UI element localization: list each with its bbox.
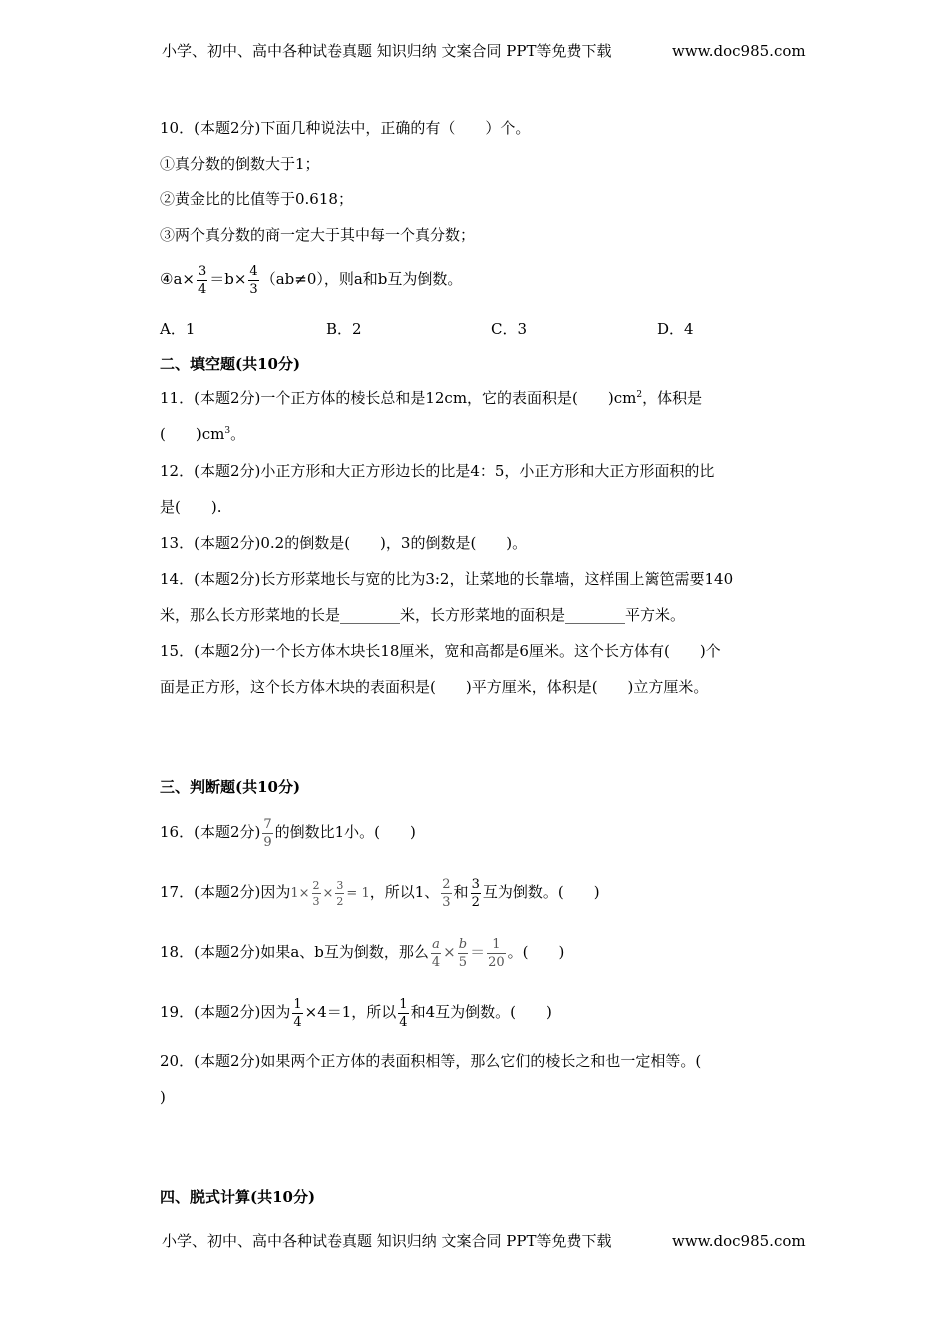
denominator: 2 <box>471 894 480 910</box>
numerator: a <box>432 936 440 952</box>
q16-text: 的倒数比1小。( ) <box>274 823 416 841</box>
q10-stem: 10．(本题2分)下面几种说法中，正确的有（ ）个。 <box>160 119 531 137</box>
q17-text: ，所以1、 <box>369 883 440 901</box>
header-text: 小学、初中、高中各种试卷真题 知识归纳 文案合同 PPT等免费下载 <box>162 42 612 60</box>
q10-s4-tail: （ab≠0），则a和b互为倒数。 <box>260 270 463 288</box>
superscript: 2 <box>636 390 643 400</box>
q17-line <box>160 871 600 915</box>
fraction <box>335 880 344 907</box>
q10-option-d: D．4 <box>657 320 694 338</box>
q11-line-2 <box>160 424 245 444</box>
q10-statement-2: ②黄金比的比值等于0.618； <box>160 190 353 208</box>
q10-s4-mid: ＝b× <box>209 270 247 288</box>
numerator: 3 <box>471 876 480 892</box>
q10-s4-a: ④a× <box>160 270 195 288</box>
numerator: b <box>458 936 468 952</box>
numerator: 2 <box>442 876 451 892</box>
q10-option-c: C．3 <box>491 320 528 338</box>
fraction <box>197 265 207 296</box>
numerator: 2 <box>312 878 320 892</box>
denominator: 2 <box>336 894 344 908</box>
section-4-title: 四、脱式计算(共10分) <box>160 1188 316 1206</box>
q12-line-1: 12．(本题2分)小正方形和大正方形边长的比是4：5，小正方形和大正方形面积的比 <box>160 462 715 480</box>
footer-text: 小学、初中、高中各种试卷真题 知识归纳 文案合同 PPT等免费下载 <box>162 1232 612 1250</box>
numerator: 3 <box>336 878 344 892</box>
q19-line <box>160 991 552 1033</box>
q18-expr: × <box>443 943 456 961</box>
q17-expr: = 1 <box>346 886 370 901</box>
fraction <box>431 938 441 969</box>
denominator: 3 <box>442 894 451 910</box>
header-url: www.doc985.com <box>672 42 806 60</box>
denominator: 4 <box>197 281 207 297</box>
q11-text: ，体积是 <box>642 389 703 407</box>
q10-option-a: A．1 <box>160 320 196 338</box>
q12-line-2: 是( ). <box>160 498 222 516</box>
denominator: 3 <box>249 281 258 297</box>
q17-text: 17．(本题2分)因为 <box>160 883 291 901</box>
fraction <box>441 878 451 909</box>
q11-text: 。 <box>230 425 246 443</box>
denominator: 3 <box>312 894 320 908</box>
q14-line-2: 米，那么长方形菜地的长是________米，长方形菜地的面积是________平方米。 <box>160 606 686 624</box>
fraction <box>458 938 468 969</box>
q10-statement-3: ③两个真分数的商一定大于其中每一个真分数； <box>160 226 476 244</box>
q20-line-1: 20．(本题2分)如果两个正方体的表面积相等，那么它们的棱长之和也一定相等。( <box>160 1052 702 1070</box>
denominator: 4 <box>293 1014 302 1030</box>
q13-line-1: 13．(本题2分)0.2的倒数是( )，3的倒数是( )。 <box>160 534 528 552</box>
q11-text: ( )cm <box>160 425 225 443</box>
numerator: 1 <box>399 996 408 1012</box>
denominator: 20 <box>488 954 505 970</box>
fraction <box>262 818 272 849</box>
q17-expr: × <box>322 886 334 901</box>
fraction <box>292 998 302 1029</box>
q16-text: 16．(本题2分) <box>160 823 261 841</box>
q18-text: 。( ) <box>507 943 565 961</box>
q10-statement-1: ①真分数的倒数大于1； <box>160 155 320 173</box>
fraction <box>248 265 258 296</box>
fraction <box>398 998 408 1029</box>
footer-url: www.doc985.com <box>672 1232 806 1250</box>
denominator: 9 <box>263 834 272 850</box>
numerator: 7 <box>263 816 272 832</box>
numerator: 1 <box>293 996 302 1012</box>
q18-text: 18．(本题2分)如果a、b互为倒数，那么 <box>160 943 429 961</box>
q19-text: 19．(本题2分)因为 <box>160 1003 291 1021</box>
q17-text: 和 <box>453 883 469 901</box>
q10-option-b: B．2 <box>326 320 362 338</box>
denominator: 5 <box>458 954 468 970</box>
denominator: 4 <box>399 1014 408 1030</box>
q19-text: ×4＝1，所以 <box>304 1003 397 1021</box>
numerator: 4 <box>249 263 258 279</box>
superscript: 3 <box>224 426 231 436</box>
q17-text: 互为倒数。( ) <box>482 883 600 901</box>
q14-line-1: 14．(本题2分)长方形菜地长与宽的比为3:2，让菜地的长靠墙，这样围上篱笆需要140 <box>160 570 734 588</box>
fraction <box>471 878 481 909</box>
section-2-title: 二、填空题(共10分) <box>160 355 301 373</box>
q10-statement-4 <box>160 258 462 300</box>
q18-expr: ＝ <box>470 943 486 961</box>
q18-line <box>160 931 564 973</box>
numerator: 1 <box>487 938 506 954</box>
q11-line-1 <box>160 388 702 408</box>
q20-line-2: ) <box>160 1088 166 1106</box>
q17-expr: 1× <box>290 886 310 901</box>
q15-line-2: 面是正方形，这个长方体木块的表面积是( )平方厘米，体积是( )立方厘米。 <box>160 678 709 696</box>
q15-line-1: 15．(本题2分)一个长方体木块长18厘米，宽和高都是6厘米。这个长方体有( )个 <box>160 642 721 660</box>
section-3-title: 三、判断题(共10分) <box>160 778 301 796</box>
q19-text: 和4互为倒数。( ) <box>410 1003 552 1021</box>
fraction <box>312 880 321 907</box>
q11-text: 11．(本题2分)一个正方体的棱长总和是12cm，它的表面积是( )cm <box>160 389 637 407</box>
numerator: 3 <box>197 263 207 279</box>
denominator: 4 <box>431 954 441 970</box>
fraction <box>487 938 506 969</box>
q16-line <box>160 811 416 853</box>
